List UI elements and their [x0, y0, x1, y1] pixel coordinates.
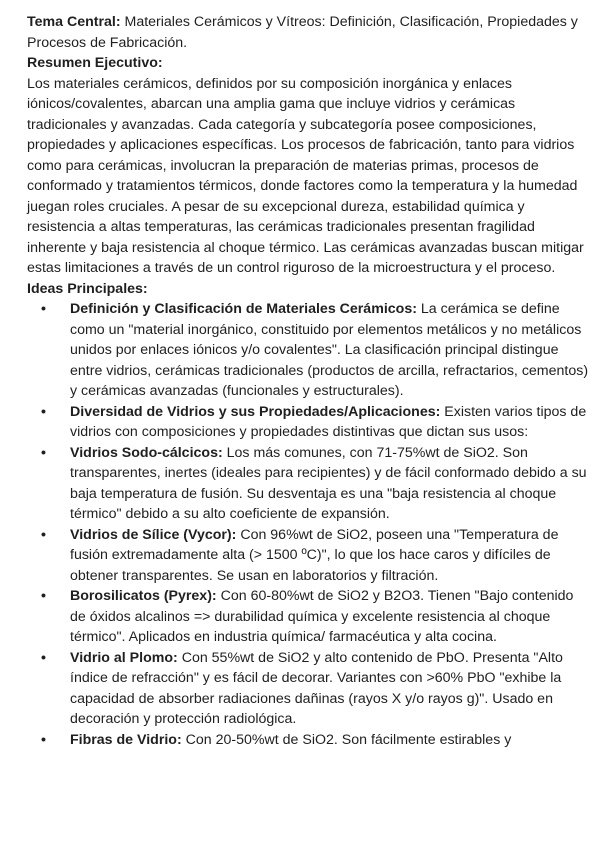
bullet-icon: • — [41, 588, 46, 604]
list-item — [27, 525, 592, 587]
list-item-title: Vidrios Sodo-cálcicos: — [70, 444, 223, 461]
list-item — [27, 402, 592, 443]
list-item — [27, 648, 592, 730]
main-ideas-heading: Ideas Principales: — [27, 280, 148, 297]
list-item-text: Los más comunes, con 71-75%wt de SiO2. Son transparentes, inertes (ideales para recipientes) y de fácil conformado debido a su baja temperatura de fusión. Su desventaja es una "baja resistencia al choque térmico" debido a su alto coeficiente de expansión. — [70, 444, 587, 522]
list-item-title: Diversidad de Vidrios y sus Propiedades/Aplicaciones: — [70, 403, 441, 420]
list-item-title: Vidrio al Plomo: — [70, 649, 178, 666]
bullet-icon: • — [41, 301, 46, 317]
list-item-title: Definición y Clasificación de Materiales Cerámicos: — [70, 301, 417, 317]
executive-summary-text: Los materiales cerámicos, definidos por su composición inorgánica y enlaces iónicos/covalentes, abarcan una amplia gama que incluye vidrios y cerámicas tradicionales y avanzadas. Cada categoría y subcategoría posee composiciones, propiedades y aplicaciones específicas. Los procesos de fabricación, tanto para vidrios como para cerámicas, involucran la preparación de materias primas, procesos de conformado y tratamientos térmicos, donde factores como la temperatura y la humedad juegan roles cruciales. A pesar de su excepcional dureza, estabilidad química y resistencia a altas temperaturas, las cerámicas tradicionales presentan fragilidad inherente y baja resistencia al choque térmico. Las cerámicas avanzadas buscan mitigar estas limitaciones a través de un control riguroso de la microestructura y el proceso. — [27, 75, 584, 276]
list-item-text: Con 60-80%wt de SiO2 y B2O3. Tienen "Bajo contenido de óxidos alcalinos => durabilidad química y excelente resistencia al choque térmico". Aplicados en industria química/ farmacéutica y alta cocina. — [70, 588, 574, 645]
list-item — [27, 730, 592, 751]
list-item-text: Existen varios tipos de vidrios con composiciones y propiedades distintivas que dictan sus usos: — [70, 403, 587, 440]
list-item-text: Con 20-50%wt de SiO2. Son fácilmente estirables y — [181, 731, 512, 748]
central-theme — [27, 12, 592, 53]
list-item-text: Con 55%wt de SiO2 y alto contenido de PbO. Presenta "Alto índice de refracción" y es fácil de decorar. Variantes con >60% PbO "exhibe la capacidad de absorber radiaciones dañinas (rayos X y/o rayos g)". Usado en decoración y protección radiológica. — [70, 649, 563, 727]
bullet-icon: • — [41, 526, 46, 543]
central-theme-label: Tema Central: — [27, 14, 121, 30]
bullet-icon: • — [41, 403, 46, 420]
list-item-title: Fibras de Vidrio: — [70, 731, 182, 748]
bullet-icon: • — [41, 649, 46, 666]
list-item-text: Con 96%wt de SiO2, poseen una "Temperatura de fusión extremadamente alta (> 1500 ºC)", lo que los hace caros y difíciles de obtener transparentes. Se usan en laboratorios y filtración. — [70, 526, 559, 584]
list-item — [27, 443, 592, 525]
central-theme-text: Materiales Cerámicos y Vítreos: Definición, Clasificación, Propiedades y Procesos de Fabricación. — [27, 14, 578, 51]
list-item-title: Vidrios de Sílice (Vycor): — [70, 526, 237, 543]
executive-summary-heading: Resumen Ejecutivo: — [27, 55, 163, 71]
list-item-title: Borosilicatos (Pyrex): — [70, 588, 217, 604]
main-ideas-list — [27, 299, 592, 750]
bullet-icon: • — [41, 731, 46, 748]
list-item-text: La cerámica se define como un "material inorgánico, constituido por elementos metálicos y no metálicos unidos por enlaces iónicos y/o covalentes". La clasificación principal distingue entre vidrios, cerámicas tradicionales (productos de arcilla, refractarios, cementos) y cerámicas avanzadas (funcionales y estructurales). — [70, 301, 589, 399]
bullet-icon: • — [41, 444, 46, 461]
list-item — [27, 586, 592, 648]
list-item — [27, 299, 592, 402]
